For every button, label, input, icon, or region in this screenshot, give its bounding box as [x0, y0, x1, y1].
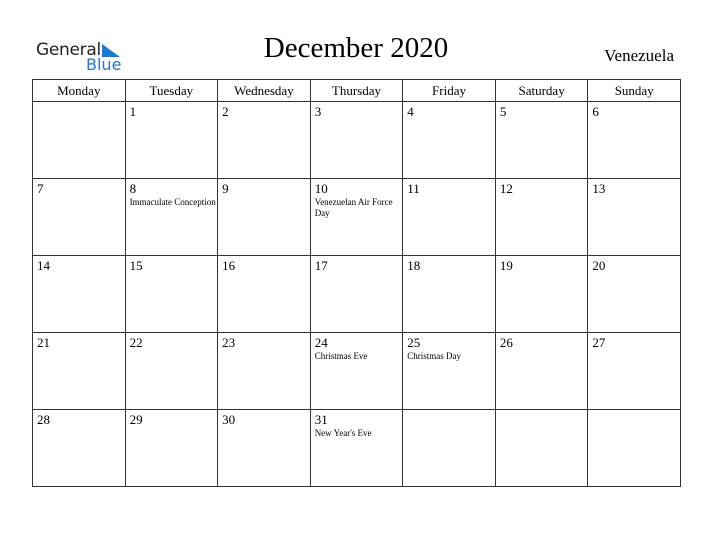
week-row [33, 256, 681, 333]
weekday-header-monday: Monday [33, 80, 126, 102]
day-cell [33, 410, 126, 487]
day-cell [588, 102, 681, 179]
day-number: 3 [314, 104, 322, 119]
day-cell [33, 333, 126, 410]
day-number: 1 [129, 104, 137, 119]
day-cell [588, 333, 681, 410]
day-number: 9 [222, 181, 229, 196]
day-cell [33, 179, 126, 256]
day-number: 31 [314, 412, 328, 427]
day-cell [310, 333, 403, 410]
logo-text-blue: Blue [86, 55, 122, 74]
weekday-header-tuesday: Tuesday [125, 80, 218, 102]
day-cell [495, 179, 588, 256]
day-number: 25 [407, 335, 421, 350]
day-cell [310, 102, 403, 179]
day-cell [310, 410, 403, 487]
holiday-label: New Year's Eve [314, 428, 372, 438]
day-number: 14 [37, 258, 50, 273]
day-number: 23 [222, 335, 236, 350]
day-cell [403, 256, 496, 333]
day-number: 28 [37, 412, 50, 427]
day-number: 10 [314, 181, 328, 196]
day-cell [403, 333, 496, 410]
day-cell [588, 256, 681, 333]
weekday-header-sunday: Sunday [588, 80, 681, 102]
day-cell [588, 410, 681, 487]
day-cell [588, 179, 681, 256]
weekday-header-row [33, 80, 681, 102]
day-cell [125, 410, 218, 487]
day-cell [218, 179, 311, 256]
day-cell [33, 102, 126, 179]
day-cell [33, 256, 126, 333]
day-cell [403, 102, 496, 179]
day-cell [495, 333, 588, 410]
day-number: 21 [37, 335, 50, 350]
day-number: 29 [129, 412, 143, 427]
week-row [33, 179, 681, 256]
holiday-label: Christmas Day [407, 351, 461, 361]
day-cell [218, 333, 311, 410]
day-number: 24 [314, 335, 328, 350]
day-cell [310, 179, 403, 256]
day-number: 5 [499, 104, 507, 119]
holiday-label: Christmas Eve [314, 351, 368, 361]
calendar-body [33, 102, 681, 487]
day-cell [495, 410, 588, 487]
page-title: December 2020 [263, 32, 449, 64]
day-number: 16 [222, 258, 236, 273]
weekday-header-wednesday: Wednesday [218, 80, 311, 102]
day-number: 22 [129, 335, 143, 350]
day-number: 4 [407, 104, 414, 119]
day-number: 6 [592, 104, 599, 119]
day-number: 2 [222, 104, 229, 119]
weekday-header-saturday: Saturday [495, 80, 588, 102]
weekday-header-thursday: Thursday [310, 80, 403, 102]
day-cell [495, 256, 588, 333]
day-cell [218, 410, 311, 487]
day-cell [125, 102, 218, 179]
holiday-label: Immaculate Conception [129, 197, 216, 207]
day-cell [125, 333, 218, 410]
calendar-grid [32, 79, 681, 487]
day-cell [218, 102, 311, 179]
day-number: 19 [499, 258, 513, 273]
day-number: 8 [129, 181, 137, 196]
calendar-table [32, 79, 681, 487]
day-cell [495, 102, 588, 179]
day-number: 26 [499, 335, 513, 350]
day-cell [125, 179, 218, 256]
day-number: 27 [592, 335, 606, 350]
week-row [33, 102, 681, 179]
day-number: 12 [499, 181, 513, 196]
weekday-header-friday: Friday [403, 80, 496, 102]
day-number: 11 [407, 181, 420, 196]
country-label: Venezuela [604, 46, 674, 65]
day-number: 15 [129, 258, 143, 273]
day-number: 20 [592, 258, 606, 273]
day-number: 17 [314, 258, 328, 273]
week-row [33, 410, 681, 487]
day-cell [125, 256, 218, 333]
day-number: 7 [37, 181, 44, 196]
day-number: 18 [407, 258, 421, 273]
day-cell [218, 256, 311, 333]
day-cell [310, 256, 403, 333]
week-row [33, 333, 681, 410]
logo-text-general: General [36, 40, 101, 60]
holiday-label: Venezuelan Air Force Day [314, 197, 393, 218]
day-number: 13 [592, 181, 606, 196]
day-cell [403, 179, 496, 256]
day-number: 30 [222, 412, 236, 427]
day-cell [403, 410, 496, 487]
